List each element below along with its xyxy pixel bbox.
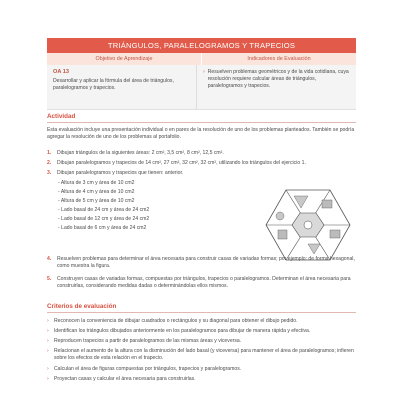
oa-text: Desarrollar y aplicar la fórmula del área de triángulos, paralelogramos y trapecios. [53,78,174,91]
criteria-text: Reproducen trapecios a partir de paralelogramos de las mismas áreas y viceversa. [54,338,242,344]
activity-sublist [58,179,149,232]
criteria-divider [47,312,356,313]
criteria-title: Criterios de evaluación [47,303,117,310]
sublist-item: - Altura de 3 cm y área de 10 cm2 [58,179,149,188]
page-title: TRIÁNGULOS, PARALELOGRAMOS Y TRAPECIOS [47,38,356,53]
item-number: 4. [47,256,52,262]
furniture-shape [278,230,287,239]
hexagonal-house-figure [264,186,352,264]
activity-title: Actividad [47,113,76,120]
activity-divider [47,122,356,123]
central-column [304,221,312,229]
item-text: Resuelven problemas para determinar el área necesaria para construir casas de variadas formas; por ejemplo: de forma hexagonal, como muestra la figura. [57,256,355,269]
criteria-bullet: › [47,348,49,354]
sublist-item: - Altura de 5 cm y área de 10 cm2 [58,197,149,206]
item-text: Dibujan triángulos de la siguientes áreas: 2 cm², 3,5 cm², 8 cm², 12,5 cm². [57,150,224,156]
indicator-bullet: › [203,69,205,75]
indicator-cell [197,65,356,109]
criteria-item [47,328,356,335]
item-number: 1. [47,150,52,156]
sublist-item: - Lado basal de 6 cm y área de 24 cm2 [58,224,149,233]
indicators-column-header: Indicadores de Evaluación [247,56,311,62]
oa-code: OA 13 [53,69,69,75]
criteria-text: Proyectan casas y calcular el área necesaria para construirlas. [54,376,196,382]
criteria-bullet: › [47,376,49,382]
objective-column-header: Objetivo de Aprendizaje [47,53,202,65]
criteria-item [47,348,356,362]
objectives-table [47,53,356,110]
criteria-bullet: › [47,328,49,334]
criteria-item [47,318,356,325]
item-text: Dibujan paralelogramos y trapecios que tienen: anterior. [57,170,184,176]
criteria-text: Calculan el área de figuras compuestas por triángulos, trapecios y paralelogramos. [54,366,242,372]
criteria-bullet: › [47,318,49,324]
item-text: Construyen casas de variadas formas, compuestas por triángulos, trapecios o paralelogramos. Determinan el área necesaria para construirlas, considerando medidas dadas o determinándolas ellos mismos. [57,276,351,289]
activity-item-5 [47,276,356,290]
item-number: 2. [47,160,52,166]
activity-item-3 [47,170,257,177]
sublist-item: - Lado basal de 12 cm y área de 24 cm2 [58,215,149,224]
sublist-item: - Altura de 4 cm y área de 10 cm2 [58,188,149,197]
criteria-item [47,338,356,345]
criteria-text: Reconocen la conveniencia de dibujar cuadrados o rectángulos y su diagonal para obtener el dibujo pedido. [54,318,298,324]
criteria-bullet: › [47,338,49,344]
objective-cell [47,65,197,109]
activity-intro: Esta evaluación incluye una presentación individual o en pares de la resolución de uno de los problemas planteados. También se podría agregar la resolución de uno de los problemas al portafolio. [47,127,355,140]
item-number: 3. [47,170,52,176]
activity-item-1 [47,150,347,157]
furniture-shape [322,200,332,208]
criteria-text: Identifican los triángulos dibujados anteriormente en los paralelogramos para dibujar de manera rápida y efectiva. [54,328,311,334]
activity-item-2 [47,160,356,167]
objectives-table-body [47,65,356,110]
criteria-text: Relacionan el aumento de la altura con la disminución del lado basal (y viceversa) para mantener el área de paralelogramos; infieren sobre los efectos de esta relación en el trapecio. [54,348,354,361]
item-number: 5. [47,276,52,282]
furniture-shape [330,230,340,238]
sublist-item: - Lado basal de 24 cm y área de 24 cm2 [58,206,149,215]
item-text: Dibujan paralelogramos y trapecios de 14 cm², 27 cm², 32 cm², 32 cm², utilizando los triángulos del ejercicio 1. [57,160,306,166]
criteria-item [47,376,356,383]
criteria-bullet: › [47,366,49,372]
activity-item-4 [47,256,356,270]
hexagon-diagram [264,186,352,264]
criteria-item [47,366,356,373]
furniture-shape [276,212,284,220]
indicator-text: Resuelven problemas geométricos y de la vida cotidiana, cuya resolución requiere calcular áreas de triángulos, paralelogramos y trapecios. [207,69,349,89]
objectives-table-header [47,53,356,65]
